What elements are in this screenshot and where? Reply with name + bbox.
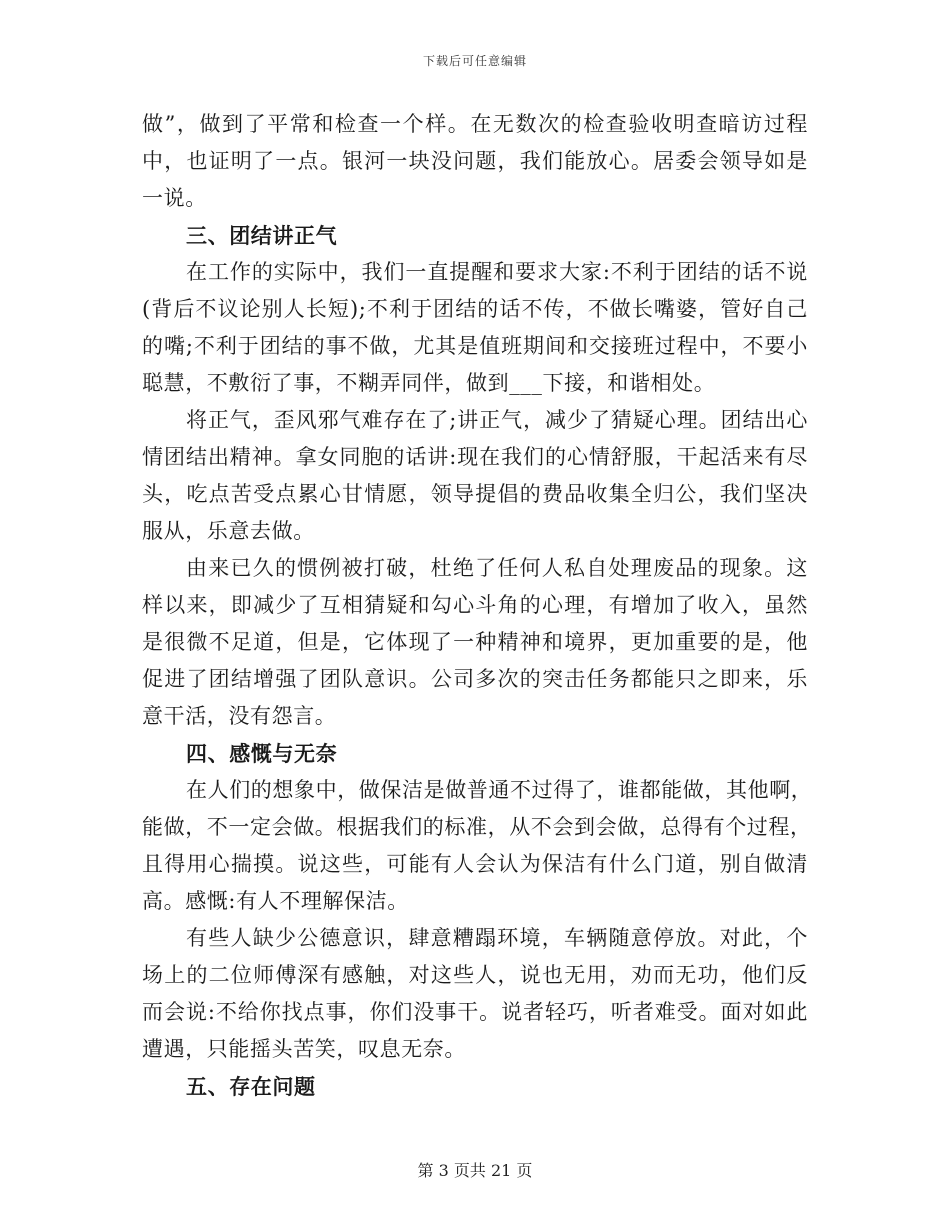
text-line: (背后不议论别人长短);不利于团结的话不传，不做长嘴婆，管好自己 (142, 297, 808, 321)
text-line: 在工作的实际中，我们一直提醒和要求大家:不利于团结的话不说 (186, 260, 808, 284)
text-line: 服从，乐意去做。 (142, 519, 315, 543)
document-body (142, 106, 813, 1105)
text-line: 且得用心揣摸。说这些，可能有人会认为保洁有什么门道，别自做清 (142, 852, 808, 876)
section-heading: 三、团结讲正气 (186, 223, 338, 248)
text-line: 有些人缺少公德意识，肆意糟蹋环境，车辆随意停放。对此，个 (186, 926, 808, 950)
text-line: 在人们的想象中，做保洁是做普通不过得了，谁都能做，其他啊， (186, 778, 813, 802)
page-header: 下载后可任意编辑 (422, 54, 527, 68)
text-line: 做”，做到了平常和检查一个样。在无数次的检查验收明查暗访过程 (142, 112, 808, 136)
text-line: 的嘴;不利于团结的事不做，尤其是值班期间和交接班过程中，不要小 (142, 334, 808, 358)
text-line: 而会说:不给你找点事，你们没事干。说者轻巧，听者难受。面对如此 (142, 1000, 808, 1024)
text-line: 将正气，歪风邪气难存在了;讲正气，减少了猜疑心理。团结出心 (186, 408, 808, 432)
text-line: 高。感慨:有人不理解保洁。 (142, 889, 409, 913)
section-heading: 四、感慨与无奈 (186, 741, 338, 766)
text-line: 由来已久的惯例被打破，杜绝了任何人私自处理废品的现象。这 (186, 556, 808, 580)
text-line: 遭遇，只能摇头苦笑，叹息无奈。 (142, 1037, 466, 1061)
text-line: 场上的二位师傅深有感触，对这些人，说也无用，劝而无功，他们反 (142, 963, 808, 987)
text-line: 促进了团结增强了团队意识。公司多次的突击任务都能只之即来，乐 (142, 667, 808, 691)
text-line: 情团结出精神。拿女同胞的话讲:现在我们的心情舒服，干起活来有尽 (142, 445, 808, 469)
text-line: 一说。 (142, 186, 207, 210)
page-footer: 第 3 页共 21 页 (417, 1161, 533, 1180)
text-line: 能做，不一定会做。根据我们的标准，从不会到会做，总得有个过程， (142, 815, 812, 839)
text-line: 是很微不足道，但是，它体现了一种精神和境界，更加重要的是，他 (142, 630, 808, 654)
section-heading: 五、存在问题 (186, 1074, 316, 1099)
text-line: 中，也证明了一点。银河一块没问题，我们能放心。居委会领导如是 (142, 149, 808, 173)
text-line: 样以来，即减少了互相猜疑和勾心斗角的心理，有增加了收入，虽然 (142, 593, 808, 617)
text-line: 聪慧，不敷衍了事，不糊弄同伴，做到___下接，和谐相处。 (142, 371, 716, 395)
text-line: 意干活，没有怨言。 (142, 704, 337, 728)
text-line: 头，吃点苦受点累心甘情愿，领导提倡的费品收集全归公，我们坚决 (142, 482, 808, 506)
